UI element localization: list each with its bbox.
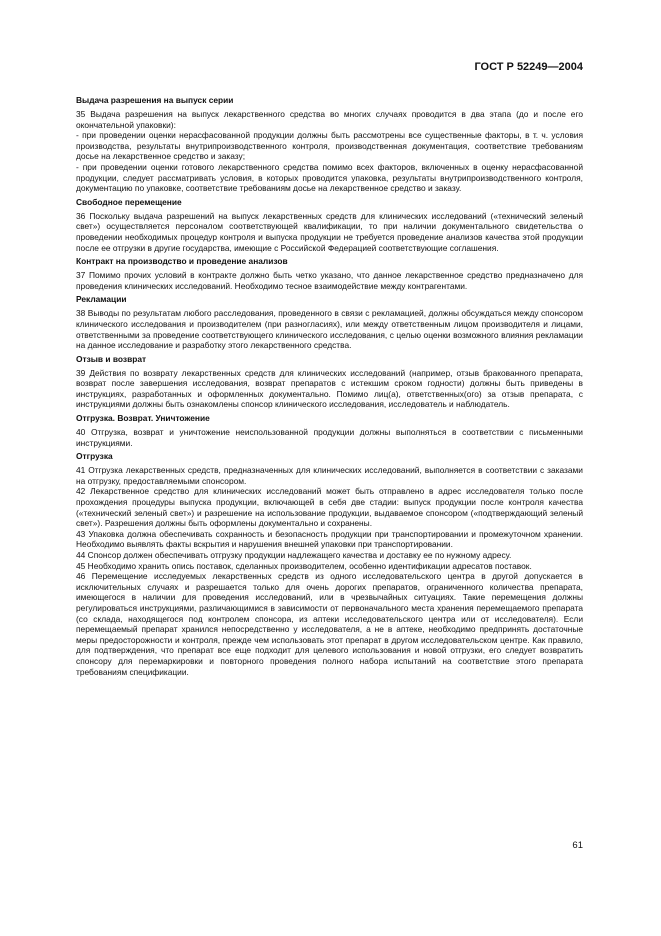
paragraph: 43 Упаковка должна обеспечивать сохранность и безопасность продукции при транспортировании и промежуточном хранении. Необходимо выявлять факты вскрытия и нарушения внешней упаковки при транспортировании. <box>76 528 583 550</box>
paragraph: 39 Действия по возврату лекарственных средств для клинических исследований (например, отзыв бракованного препарата, возврат после завершения исследования, возврат препаратов с истекшим сроком годности) должны быть приведены в инструкциях, разработанных и оформленных документально. Помимо лиц(а), ответственных(ого) за отзыв препарата, с инструкциями должны быть ознакомлены спонсор клинического исследования, исследователь и наблюдатель. <box>76 367 583 410</box>
paragraph: - при проведении оценки нерасфасованной продукции должны быть рассмотрены все существенные факторы, в т. ч. условия производства, результаты внутрипроизводственного контроля, производственная документация, соответствие требованиям досье на лекарственное средство и заказу; <box>76 130 583 162</box>
section-heading: Выдача разрешения на выпуск серии <box>76 95 234 105</box>
section-heading: Отгрузка. Возврат. Уничтожение <box>76 413 210 424</box>
paragraph: 35 Выдача разрешения на выпуск лекарственного средства во многих случаях проводится в два этапа (до и после его окончательной упаковки): <box>76 109 583 130</box>
section-heading: Отгрузка <box>76 451 113 462</box>
paragraph: 37 Помимо прочих условий в контракте должно быть четко указано, что данное лекарственное средство предназначено для проведения клинических исследований. Необходимо тесное взаимодействие между контрагентами. <box>76 270 583 291</box>
paragraph: 46 Перемещение исследуемых лекарственных средств из одного исследовательского центра в другой допускается в исключительных случаях и разрешается только для очень дорогих препаратов, ограниченного количества препарата, имеющегося в наличии для проведения исследований, или в чрезвычайных ситуациях. Такие перемещения должны регулироваться инструкциями, различающимися в зависимости от первоначального места хранения перемещаемого препарата (со склада, находящегося под контролем спонсора, из аптеки исследовательского центра или от исследователя). Если перемещаемый препарат хранился непосредственно у исследователя, а не в аптеке, необходимо предпринять достаточные меры предосторожности и контроля, прежде чем использовать этот препарат в другом исследовательском центре. Как правило, для подтверждения, что препарат все еще подходит для целевого использования и новой отгрузки, его следует возвратить спонсору для перемаркировки и повторного проведения полного набора испытаний на соответствие этого препарата требованиям спецификации. <box>76 571 583 677</box>
section-heading: Контракт на производство и проведение анализов <box>76 256 288 267</box>
paragraph: 45 Необходимо хранить опись поставок, сделанных производителем, особенно идентификации адресатов поставок. <box>76 560 532 571</box>
section-heading: Отзыв и возврат <box>76 353 147 364</box>
page-number: 61 <box>572 840 583 851</box>
paragraph: 41 Отгрузка лекарственных средств, предназначенных для клинических исследований, выполняется в соответствии с заказами на отгрузку, предоставляемыми спонсором. <box>76 465 583 486</box>
document-body <box>76 92 583 677</box>
paragraph: 38 Выводы по результатам любого расследования, проведенного в связи с рекламацией, должны обсуждаться между спонсором клинического исследования и производителем (при разногласиях), или между ответственным лицом производителя и лицами, ответственными за проведение соответствующего клинического исследования, с целью оценки возможного влияния рекламации на данное исследование и разработку этого лекарственного средства. <box>76 308 583 351</box>
paragraph: 40 Отгрузка, возврат и уничтожение неиспользованной продукции должны выполняться в соответствии с письменными инструкциями. <box>76 427 583 448</box>
paragraph: - при проведении оценки готового лекарственного средства помимо всех факторов, включенных в оценку нерасфасованной продукции, следует рассматривать условия, в которых проводится упаковка, результаты внутрипроизводственного контроля, документацию по упаковке, соответствие требованиям досье на лекарственное средство и заказу. <box>76 161 583 194</box>
section-heading: Рекламации <box>76 294 127 305</box>
standard-header: ГОСТ Р 52249—2004 <box>474 61 583 73</box>
paragraph: 36 Поскольку выдача разрешений на выпуск лекарственных средств для клинических исследований («технический зеленый свет») осуществляется персоналом соответствующей квалификации, то при наличии документального свидетельства о проведении необходимых процедур контроля и выпуска продукции не требуется проведение анализов качества этой продукции после ее отгрузки в другие государства, имеющие с Российской Федерацией соответствующие соглашения. <box>76 210 583 253</box>
paragraph: 44 Спонсор должен обеспечивать отгрузку продукции надлежащего качества и доставку ее по нужному адресу. <box>76 550 512 560</box>
section-heading: Свободное перемещение <box>76 196 182 207</box>
paragraph: 42 Лекарственное средство для клинических исследований может быть отправлено в адрес исследователя только после прохождения процедуры выпуска продукции, включающей в себя две стадии: выпуск продукции после контроля качества («технический зеленый свет») и разрешение на использование продукции, выдаваемое спонсором («подтверждающий зеленый свет»). Разрешения должны быть оформлены документально и сохранены. <box>76 486 583 529</box>
